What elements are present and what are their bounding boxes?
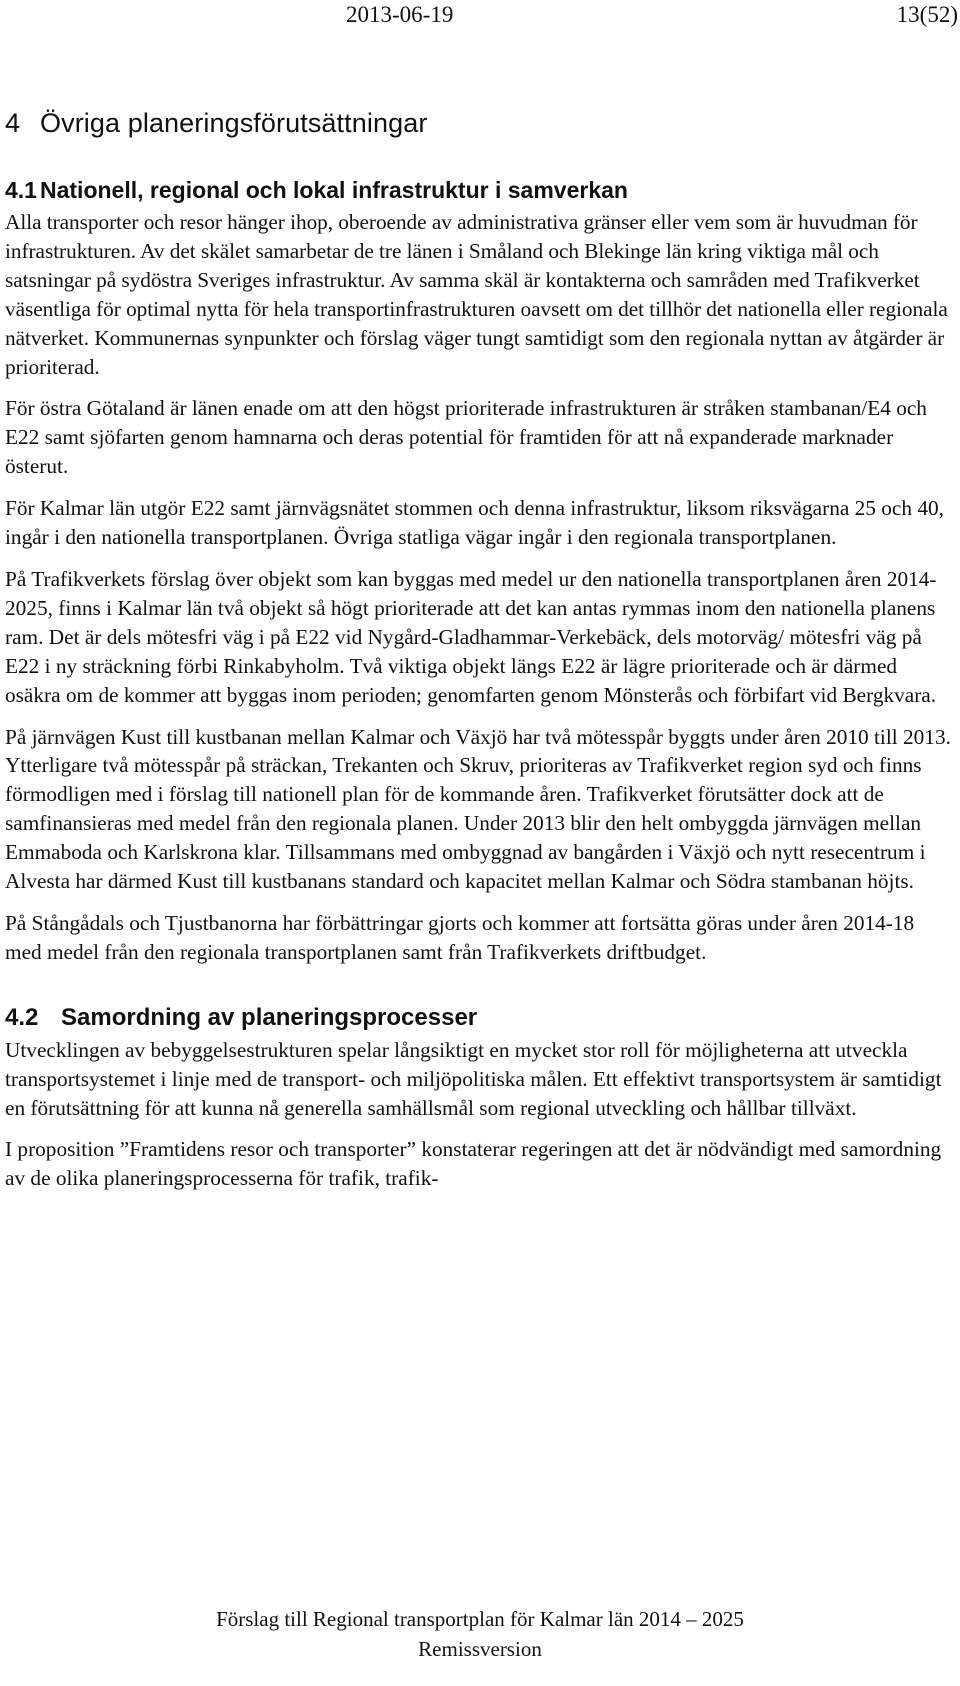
chapter-heading xyxy=(5,108,955,139)
page-header xyxy=(0,2,960,42)
footer-version: Remissversion xyxy=(418,1637,542,1661)
section-spacer xyxy=(5,980,955,1004)
page-footer xyxy=(0,1604,960,1664)
section-number: 4.1 xyxy=(5,177,37,203)
paragraph: För östra Götaland är länen enade om att den högst prioriterade infrastrukturen är stråken stambanan/E4 och E22 samt sjöfarten genom hamnarna och deras potential för framtiden för att nå expanderade marknader österut. xyxy=(5,396,927,479)
paragraph: På Stångådals och Tjustbanorna har förbättringar gjorts och kommer att fortsätta göras under åren 2014-18 med medel från den regionala transportplanen samt från Trafikverkets driftbudget. xyxy=(5,910,915,964)
section-title: Samordning av planeringsprocesser xyxy=(61,1003,478,1031)
section-heading-4-2 xyxy=(5,1004,955,1032)
chapter-number: 4 xyxy=(5,108,21,138)
header-page-number: 13(52) xyxy=(896,2,958,27)
section-title: Nationell, regional och lokal infrastruktur i samverkan xyxy=(40,177,628,203)
paragraph: På Trafikverkets förslag över objekt som kan byggas med medel ur den nationella transportplanen åren 2014-2025, finns i Kalmar län två objekt så högt prioriterade att det kan antas rymmas inom den nationella planens ram. Det är dels mötesfri väg i på E22 vid Nygård-Gladhammar-Verkebäck, dels motorväg/ mötesfri väg på E22 i ny sträckning förbi Rinkabyholm. Två viktiga objekt längs E22 är lägre prioriterade och är därmed osäkra om de kommer att byggas inom perioden; genomfarten genom Mönsterås och förbifart vid Bergkvara. xyxy=(5,566,937,707)
paragraph: På järnvägen Kust till kustbanan mellan Kalmar och Växjö har två mötesspår byggts under åren 2010 till 2013. Ytterligare två mötesspår på sträckan, Trekanten och Skruv, prioriteras av Trafikverket region syd och finns förmodligen med i förslag till nationell plan för de kommande åren. Trafikverket förutsätter dock att de samfinansieras med medel från den regionala planen. Under 2013 blir den helt ombyggda järnvägen mellan Emmaboda och Karlskrona klar. Tillsammans med ombyggnad av bangården i Växjö och nytt resecentrum i Alvesta har därmed Kust till kustbanans standard och kapacitet mellan Kalmar och Södra stambanan höjts. xyxy=(5,724,951,894)
footer-title: Förslag till Regional transportplan för Kalmar län 2014 – 2025 xyxy=(216,1607,744,1631)
section-number: 4.2 xyxy=(5,1003,39,1031)
chapter-title: Övriga planeringsförutsättningar xyxy=(40,108,428,138)
header-date: 2013-06-19 xyxy=(346,2,454,27)
document-body xyxy=(5,108,955,1206)
paragraph: För Kalmar län utgör E22 samt järnvägsnätet stommen och denna infrastruktur, liksom riksvägarna 25 och 40, ingår i den nationella transportplanen. Övriga statliga vägar ingår i den regionala transportplanen. xyxy=(5,496,944,550)
section-heading-4-1 xyxy=(5,177,955,204)
paragraph: I proposition ”Framtidens resor och transporter” konstaterar regeringen att det är nödvändigt med samordning av de olika planeringsprocesserna för trafik, trafik- xyxy=(5,1137,942,1191)
paragraph: Alla transporter och resor hänger ihop, oberoende av administrativa gränser eller vem som är huvudman för infrastrukturen. Av det skälet samarbetar de tre länen i Småland och Blekinge län kring viktiga mål och satsningar på sydöstra Sveriges infrastruktur. Av samma skäl är kontakterna och samråden med Trafikverket väsentliga för optimal nytta för hela transportinfrastrukturen oavsett om det tillhör det nationella eller regionala nätverket. Kommunernas synpunkter och förslag väger tungt samtidigt som den regionala nyttan av åtgärder är prioriterad. xyxy=(5,210,948,379)
paragraph: Utvecklingen av bebyggelsestrukturen spelar långsiktigt en mycket stor roll för möjligheterna att utveckla transportsystemet i linje med de transport- och miljöpolitiska målen. Ett effektivt transportsystem är samtidigt en förutsättning för att kunna nå generella samhällsmål som regional utveckling och hållbar tillväxt. xyxy=(5,1037,942,1120)
